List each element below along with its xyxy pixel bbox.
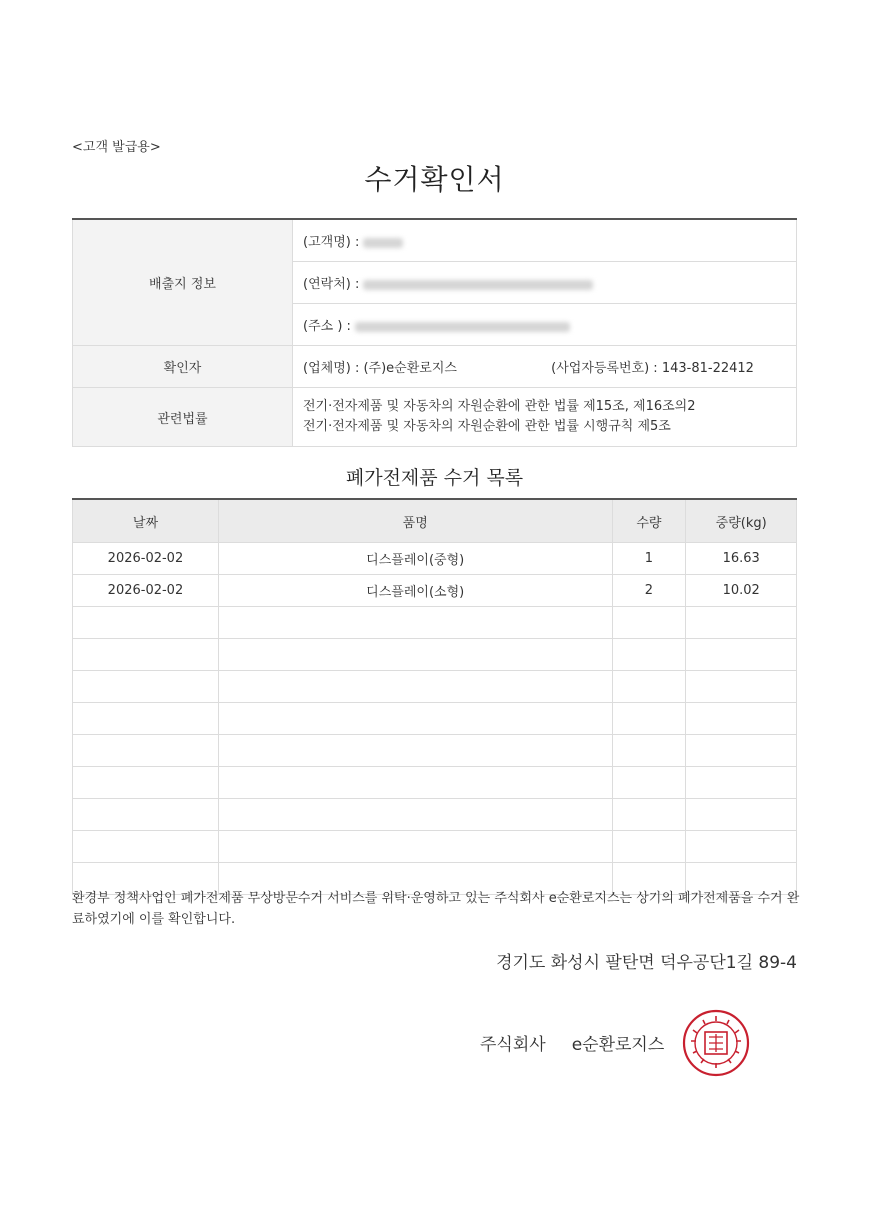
company-prefix: 주식회사	[480, 1035, 546, 1055]
company-seal-stamp	[681, 1008, 751, 1078]
law-line-1: 전기·전자제품 및 자동차의 자원순환에 관한 법률 제15조, 제16조의2	[303, 399, 696, 414]
document-title: 수거확인서	[364, 163, 505, 196]
confirmation-notice: 환경부 정책사업인 폐가전제품 무상방문수거 서비스를 위탁·운영하고 있는 주식회사 e순환로지스는 상기의 폐가전제품을 수거 완료하였기에 이를 확인합니다.	[72, 891, 800, 927]
redacted-address	[355, 322, 570, 332]
empty-row	[73, 671, 797, 703]
column-header-quantity: 수량	[612, 499, 686, 543]
column-header-date: 날짜	[73, 499, 219, 543]
law-line-2: 전기·전자제품 및 자동차의 자원순환에 관한 법률 시행규칙 제5조	[303, 419, 671, 434]
address-cell	[293, 304, 797, 346]
contact-label: (연락처) :	[303, 277, 360, 292]
info-table	[72, 218, 797, 447]
quantity-cell: 1	[612, 543, 686, 575]
empty-row	[73, 703, 797, 735]
empty-row	[73, 735, 797, 767]
empty-row	[73, 607, 797, 639]
company-value: (주)e순환로지스	[363, 361, 457, 376]
empty-row	[73, 767, 797, 799]
law-heading: 관련법률	[73, 388, 293, 447]
law-cell	[293, 388, 797, 447]
biz-number-value: 143-81-22412	[661, 361, 754, 376]
redacted-customer-name	[363, 238, 403, 248]
discharge-info-heading: 배출지 정보	[73, 219, 293, 346]
company-address: 경기도 화성시 팔탄면 덕우공단1길 89-4	[496, 953, 797, 973]
quantity-cell: 2	[612, 575, 686, 607]
address-label: (주소 ) :	[303, 319, 351, 334]
date-cell: 2026-02-02	[73, 543, 219, 575]
weight-cell: 10.02	[686, 575, 797, 607]
biz-number-label: (사업자등록번호) :	[551, 361, 658, 376]
company-signature	[480, 1030, 664, 1055]
company-label: (업체명) :	[303, 361, 360, 376]
empty-row	[73, 799, 797, 831]
company-name: e순환로지스	[571, 1035, 665, 1055]
collection-list-table	[72, 498, 797, 895]
date-cell: 2026-02-02	[73, 575, 219, 607]
copy-type-label: <고객 발급용>	[72, 140, 161, 155]
weight-cell: 16.63	[686, 543, 797, 575]
customer-name-cell	[293, 219, 797, 262]
column-header-weight: 중량(kg)	[686, 499, 797, 543]
customer-name-label: (고객명) :	[303, 235, 360, 250]
column-header-item: 품명	[218, 499, 612, 543]
contact-cell	[293, 262, 797, 304]
item-cell: 디스플레이(중형)	[218, 543, 612, 575]
empty-row	[73, 639, 797, 671]
confirmer-heading: 확인자	[73, 346, 293, 388]
item-cell: 디스플레이(소형)	[218, 575, 612, 607]
table-row	[73, 543, 797, 575]
table-row	[73, 575, 797, 607]
list-title: 폐가전제품 수거 목록	[345, 467, 524, 489]
empty-row	[73, 831, 797, 863]
confirmer-cell	[293, 346, 797, 388]
redacted-contact	[363, 280, 593, 290]
